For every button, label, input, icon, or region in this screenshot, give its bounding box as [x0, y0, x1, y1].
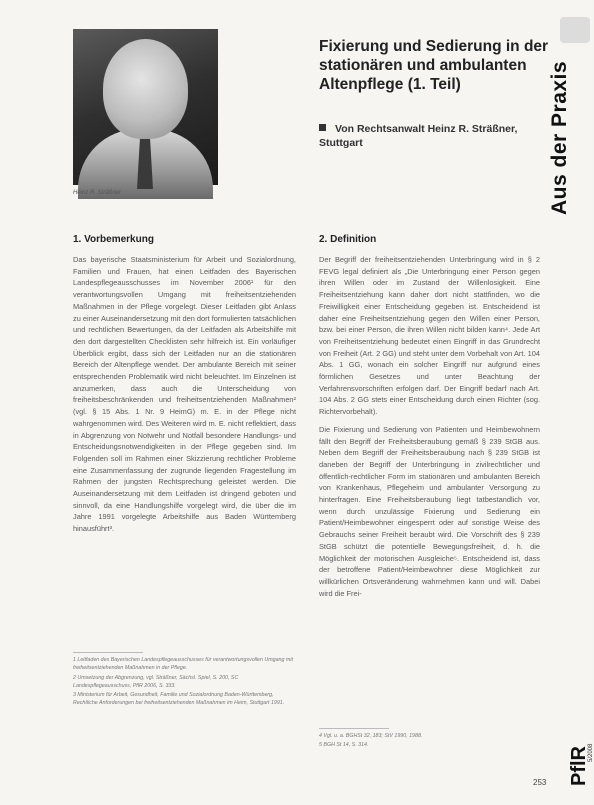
left-footnote-rule — [73, 652, 143, 653]
article-author — [319, 122, 544, 150]
author-text: Von Rechtsanwalt Heinz R. Sträßner, Stuttgart — [319, 123, 518, 149]
page-number: 253 — [533, 778, 547, 787]
right-footnotes — [319, 732, 540, 751]
footnote-3: 3 Ministerium für Arbeit, Gesundheit, Familie und Sozialordnung Baden-Württemberg, Rechtliche Anforderungen bei freiheitsentziehenden Maßnahmen im Heim, Stuttgart 1991. — [73, 692, 285, 707]
section-tab-label: Aus der Praxis — [548, 60, 571, 215]
right-heading: 2. Definition — [319, 234, 377, 245]
right-paragraph-1: Der Begriff der freiheitsentziehenden Unterbringung wird in § 2 FEVG legal definiert als „Die Unterbringung einer Person gegen ihren Willen oder im Zustand der Willenlosigkeit. Eine Freiheitsentziehung kann daher dort nicht stattfinden, wo die Freiwilligkeit einer Entscheidung gegeben ist. Entscheidend ist daher eine Freiheitsentziehung gegen den Willen einer Person, bzw. bei einer Person, die ihren Willen nicht bilden kann⁴. Jede Art von Freiheitsentziehung bedeutet einen Eingriff in das Grundrecht von Freiheit (Art. 2 GG) und steht unter dem Vorbehalt von Art. 104 Abs. 1 GG, wonach ein solcher Eingriff nur aufgrund eines förmlichen Gesetzes und unter Beachtung der Verfahrensvorschriften erfolgen darf. Der Eingriff bedarf nach Art. 104 Abs. 2 GG stets einer Entscheidung durch einen Richter (sog. Richtervorbehalt). — [319, 255, 540, 417]
footnote-1: 1 Leitfaden des Bayerischen Landespflegeausschusses für verantwortungsvollen Umgang mit freiheitsentziehenden Maßnahmen in der Pflege. — [73, 657, 293, 672]
footnote-4: 4 Vgl. u. a. BGHSt 32, 183; StV 1990, 1988. — [319, 733, 423, 739]
journal-logo: PflR — [568, 746, 590, 786]
photo-caption: Heinz R. Sträßner — [73, 190, 122, 196]
journal-issue: 5/2008 — [588, 743, 594, 762]
left-paragraph: Das bayerische Staatsministerium für Arbeit und Sozialordnung, Familien und Frauen, hat einen Leitfaden des Bayerischen Landespflegeausschusses im November 2006¹ für den verantwortungsvollen Umgang mit freiheitsentziehenden Maßnahmen in der Pflege vorgelegt. Dieser Leitfaden gibt Anlass zu einer Auseinandersetzung mit den dort formulierten tatsächlichen und rechtlichen Bewertungen, da der Leitfaden als Arbeitshilfe mit den dort dargestellten Checklisten sehr hilfreich ist. Ein vorläufiger Überblick ergibt, dass sich der Leitfaden nur an die stationären Bereich der Altenpflege wendet. Der ambulante Bereich mit seiner entsprechenden Problematik wird nicht beleuchtet. Im Einzelnen ist anzumerken, dass auch die Unterscheidung von freiheitsbeschränkenden und freiheitsentziehenden Maßnahmen² (vgl. § 15 Abs. 1 Nr. 9 HeimG) m. E. in der Pflege nicht wahrgenommen wird. Des Weiteren wird m. E. nicht reflektiert, dass in Abgrenzung von Notwehr und Notfall besondere Handlungs- und Entscheidungsnotwendigkeiten in der Pflege gegeben sind. Im Folgenden soll im Rahmen einer Skizzierung rechtlicher Probleme eine Zusammenfassung der zugrunde liegenden Fragestellung im Rahmen der jungsten Rechtsprechung geleistet werden. Die Auseinandersetzung mit dem Leitfaden ist dringend geboten und sinnvoll, da eine Handlungshilfe vorgelegt wird, die über die im Jahre 1991 vorgelegte Arbeitshilfe aus Baden Württemberg hinausführt³. — [73, 255, 296, 534]
right-paragraph-2: Die Fixierung und Sedierung von Patienten und Heimbewohnern fällt den Begriff der Freiheitsberaubung gemäß § 239 StGB aus. Neben dem Begriff der Freiheitsberaubung nach § 239 StGB ist daneben der Begriff der Unterbringung in zivilrechtlicher und öffentlich-rechtlicher Form im stationären und ambulanten Bereich von Krankenhaus, Pflegeheim und ambulanter Versorgung zu hinterfragen. Eine Freiheitsberaubung liegt tatbestandlich vor, wenn durch unzulässige Fixierung und Sedierung ein Patient/Heimbewohner eingesperrt oder auf sonstige Weise des Gebrauchs seiner Freiheit beraubt wird. Die Vorschrift des § 239 StGB schützt die potentielle Bewegungsfreiheit, d. h. die Möglichkeit der motorischen Ausgleiche⁵. Entscheidend ist, dass der betroffene Patient/Heimbewohner diese Möglichkeit zur willkürlichen Ortsveränderung wahrnehmen kann und will. Dabei wird die Frei- — [319, 424, 540, 598]
left-footnotes — [73, 656, 296, 709]
author-photo — [73, 29, 218, 185]
right-column — [319, 254, 540, 605]
footnote-2: 2 Umsetzung der Abgrenzung, vgl. Sträßner, Sächsl. Spiel, S. 200, SC Landespflegeausschuss, PflR 2006, S. 333. — [73, 674, 239, 689]
footnote-5: 5 BGH St 14, S. 314. — [319, 742, 369, 749]
section-tab-decoration — [560, 17, 590, 43]
bullet-square-icon — [319, 124, 326, 131]
photo-head — [103, 39, 188, 139]
left-column — [73, 254, 296, 541]
right-footnote-rule — [319, 728, 389, 729]
left-heading: 1. Vorbemerkung — [73, 234, 154, 245]
article-title: Fixierung und Sedierung in der stationären und ambulanten Altenpflege (1. Teil) — [319, 38, 549, 93]
